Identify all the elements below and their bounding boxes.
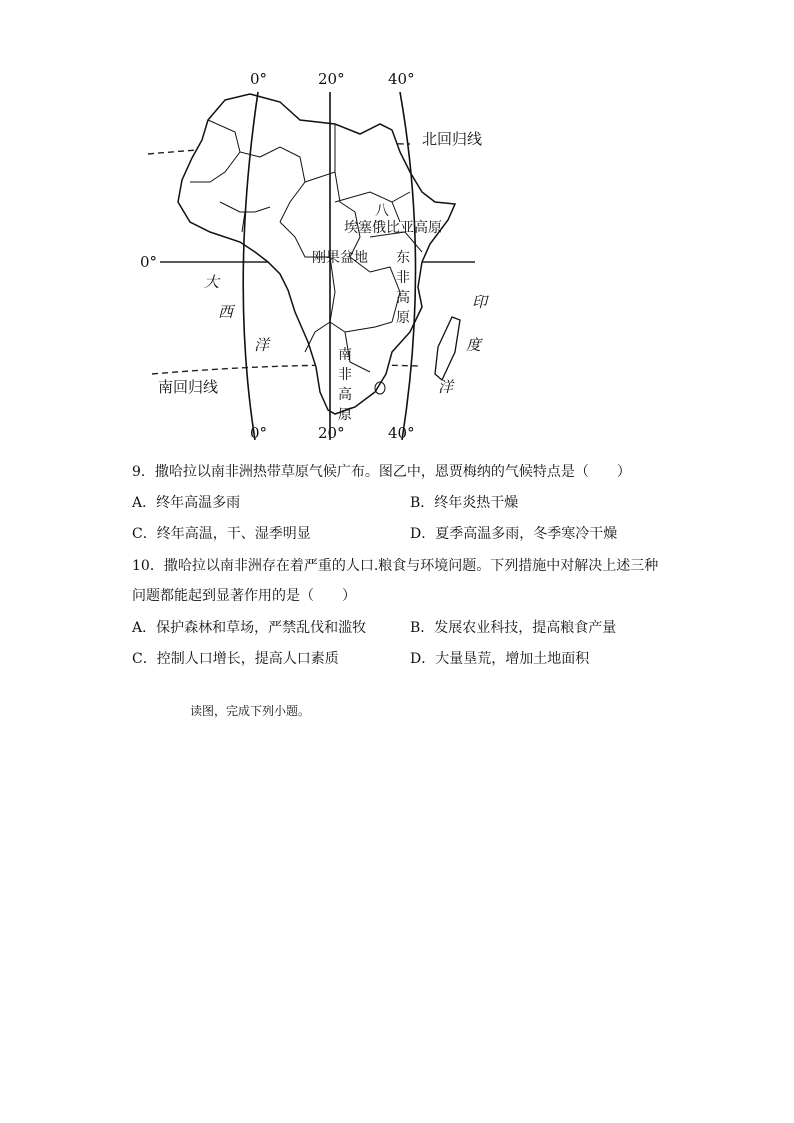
question-10-stem-cont: 问题都能起到显著作用的是（ ） [132, 588, 356, 604]
atlantic-ocean-label [204, 273, 271, 354]
svg-text:洋: 洋 [438, 378, 454, 396]
lon-top-0: 0° [250, 70, 268, 88]
question-9-option-d: D．夏季高温多雨，冬季寒冷干燥 [410, 526, 618, 542]
question-10-option-c: C．控制人口增长，提高人口素质 [132, 651, 339, 667]
question-9-option-c: C．终年高温，干、湿季明显 [132, 526, 311, 542]
question-10-option-b: B．发展农业科技，提高粮食产量 [410, 620, 617, 636]
tropic-north-label: 北回归线 [422, 130, 483, 148]
svg-text:西: 西 [218, 303, 234, 321]
svg-text:高: 高 [338, 387, 352, 403]
lon-top-20: 20° [318, 70, 345, 88]
question-9-option-a: A．终年高温多雨 [132, 495, 241, 511]
madagascar-island [435, 317, 460, 380]
svg-text:非: 非 [338, 367, 352, 383]
svg-text:洋: 洋 [254, 336, 270, 354]
svg-text:原: 原 [396, 310, 410, 326]
svg-text:东: 东 [396, 250, 410, 266]
svg-text:南: 南 [338, 347, 352, 363]
question-9-stem: 9．撒哈拉以南非洲热带草原气候广布。图乙中，恩贾梅纳的气候特点是（ ） [132, 464, 631, 480]
svg-text:印: 印 [472, 293, 488, 311]
question-10-option-d: D．大量垦荒，增加土地面积 [410, 651, 590, 667]
lon-top-40: 40° [388, 70, 415, 88]
tropic-south-label: 南回归线 [158, 378, 219, 396]
question-10-stem: 10．撒哈拉以南非洲存在着严重的人口.粮食与环境问题。下列措施中对解决上述三种 [132, 558, 659, 574]
svg-text:大: 大 [204, 273, 220, 291]
lon-bottom-20: 20° [318, 424, 345, 442]
lon-bottom-0: 0° [250, 424, 268, 442]
svg-text:非: 非 [396, 270, 410, 286]
africa-map [130, 62, 510, 446]
svg-text:度: 度 [466, 336, 482, 354]
question-10-option-a: A．保护森林和草场，严禁乱伐和滥牧 [132, 620, 367, 636]
congo-label: 刚果盆地 [312, 250, 368, 266]
ethiopia-label: 塞俄比亚高原 [358, 220, 442, 236]
equator-label: 0° [140, 253, 158, 271]
ethiopia-marker: 八 [375, 203, 389, 219]
question-9-option-b: B．终年炎热干燥 [410, 495, 519, 511]
ethiopia-prefix: 埃 [344, 220, 358, 236]
reading-instruction: 读图，完成下列小题。 [190, 704, 311, 718]
svg-text:原: 原 [338, 407, 352, 423]
svg-text:高: 高 [396, 290, 410, 306]
lon-bottom-40: 40° [388, 424, 415, 442]
